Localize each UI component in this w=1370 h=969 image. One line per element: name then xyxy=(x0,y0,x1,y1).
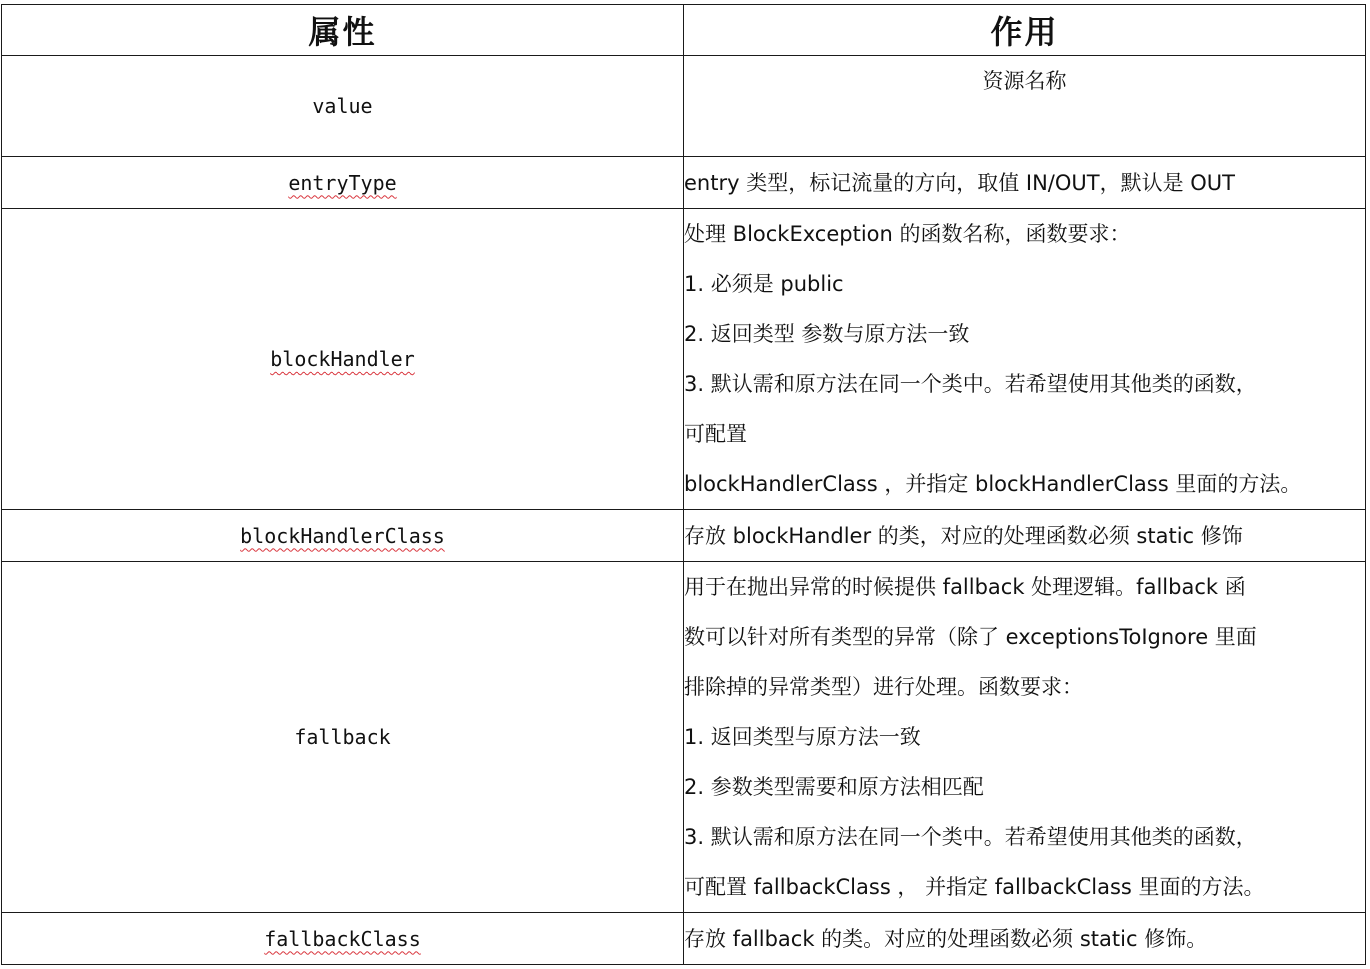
attribute-name: blockHandlerClass xyxy=(2,510,684,562)
attribute-name: blockHandler xyxy=(2,209,684,510)
table-row xyxy=(2,510,1366,562)
attribute-table xyxy=(1,4,1366,965)
attribute-description xyxy=(684,209,1366,510)
table-row xyxy=(2,913,1366,965)
attribute-description xyxy=(684,56,1366,157)
description-line: 3. 默认需和原方法在同一个类中。若希望使用其他类的函数， xyxy=(684,825,1257,849)
attribute-description xyxy=(684,510,1366,562)
description-line: 1. 返回类型与原方法一致 xyxy=(684,725,921,749)
description-line: 排除掉的异常类型）进行处理。函数要求： xyxy=(684,675,1083,699)
attribute-description xyxy=(684,157,1366,209)
attribute-name: value xyxy=(2,56,684,157)
table-row xyxy=(2,209,1366,510)
description-line: 存放 blockHandler 的类，对应的处理函数必须 static 修饰 xyxy=(684,523,1243,548)
attribute-description xyxy=(684,562,1366,913)
header-attribute: 属性 xyxy=(2,5,684,56)
table-row xyxy=(2,562,1366,913)
description-line: entry 类型，标记流量的方向，取值 IN/OUT，默认是 OUT xyxy=(684,170,1235,195)
description-line: 存放 fallback 的类。对应的处理函数必须 static 修饰。 xyxy=(684,926,1208,951)
attribute-description xyxy=(684,913,1366,965)
header-usage: 作用 xyxy=(684,5,1366,56)
description-line: 3. 默认需和原方法在同一个类中。若希望使用其他类的函数， xyxy=(684,372,1257,396)
table-row xyxy=(2,157,1366,209)
description-line: 资源名称 xyxy=(982,69,1067,93)
description-line: 处理 BlockException 的函数名称，函数要求： xyxy=(684,222,1131,246)
attribute-name: entryType xyxy=(2,157,684,209)
description-line: 数可以针对所有类型的异常（除了 exceptionsToIgnore 里面 xyxy=(684,625,1257,649)
description-line: 用于在抛出异常的时候提供 fallback 处理逻辑。fallback 函 xyxy=(684,575,1246,599)
attribute-name: fallbackClass xyxy=(2,913,684,965)
attribute-name: fallback xyxy=(2,562,684,913)
description-line: 1. 必须是 public xyxy=(684,272,844,296)
description-line: 2. 参数类型需要和原方法相匹配 xyxy=(684,775,984,799)
table-row xyxy=(2,56,1366,157)
table-header-row xyxy=(2,5,1366,56)
description-line: 2. 返回类型 参数与原方法一致 xyxy=(684,322,970,346)
description-line: 可配置 fallbackClass ， 并指定 fallbackClass 里面的方法。 xyxy=(684,875,1265,899)
description-line: blockHandlerClass ，并指定 blockHandlerClass 里面的方法。 xyxy=(684,472,1302,496)
description-line: 可配置 xyxy=(684,422,747,446)
